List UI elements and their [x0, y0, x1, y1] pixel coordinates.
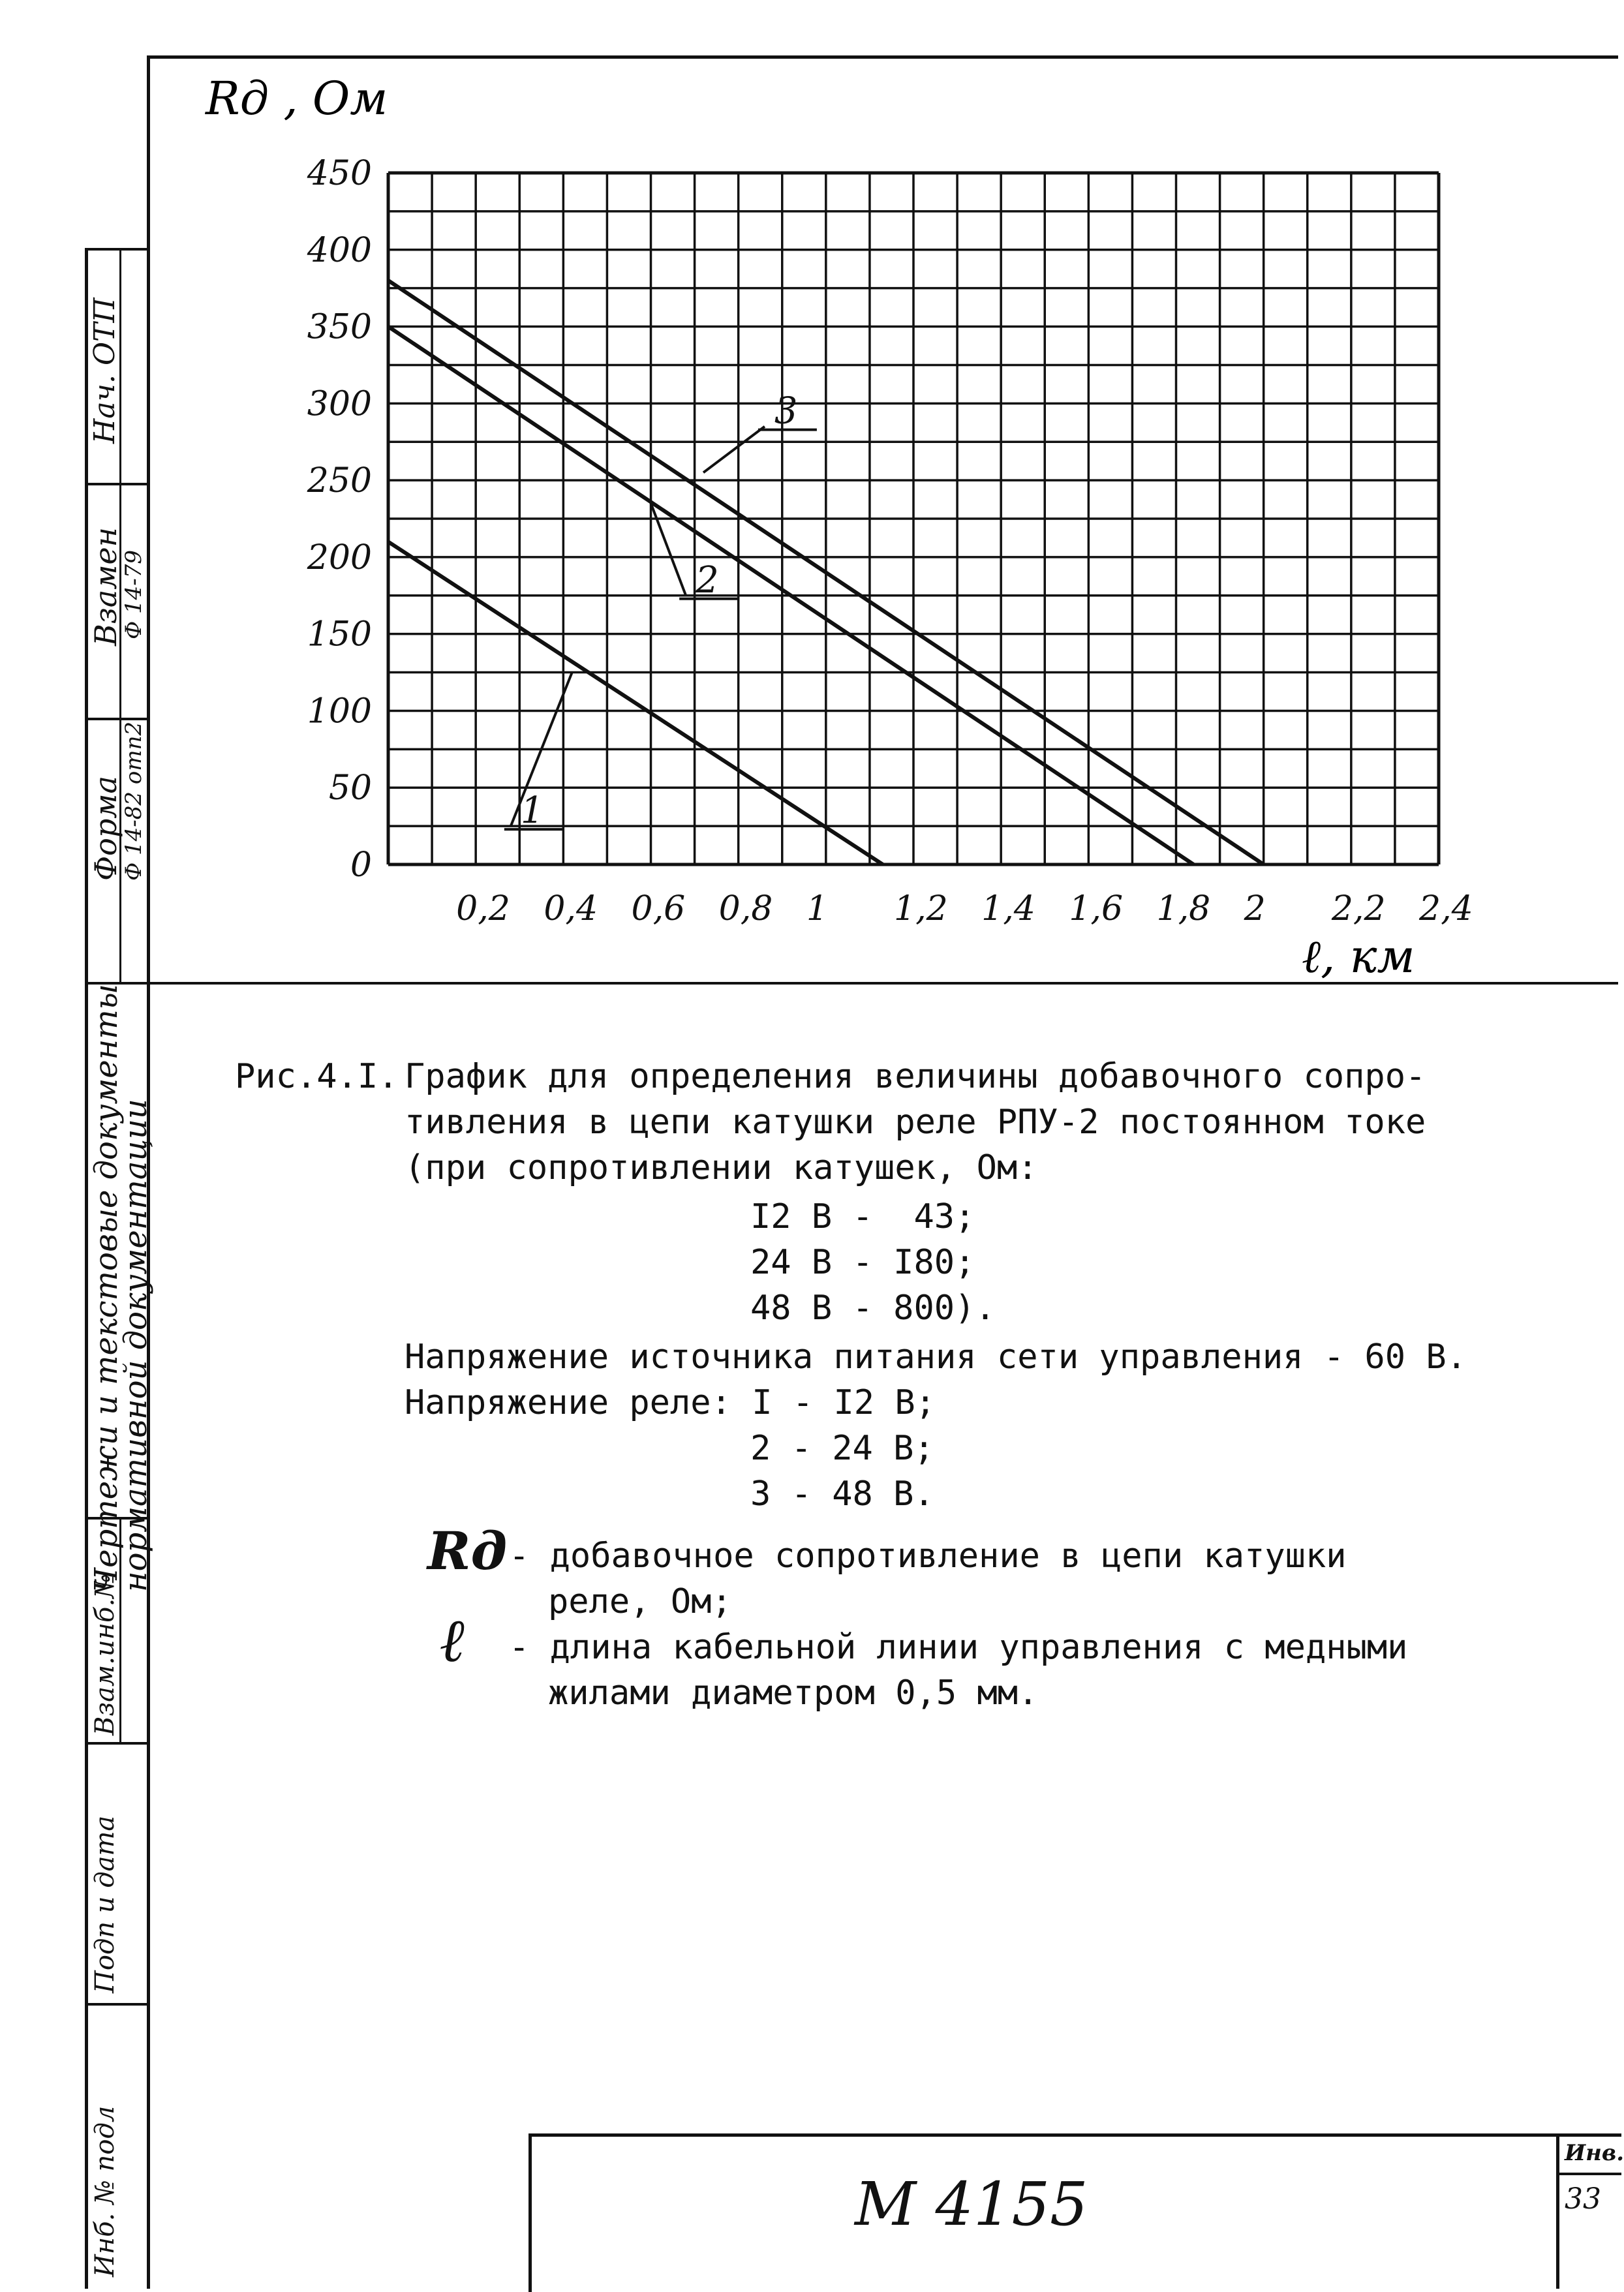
sidebar-cell-border: [88, 2003, 150, 2006]
sheet-label: Инв.: [1565, 2140, 1624, 2166]
y-tick-label: 0: [350, 846, 372, 885]
l-symbol: ℓ: [440, 1605, 467, 1675]
y-tick-label: 50: [328, 769, 372, 808]
l-description-2: жилами диаметром 0,5 мм.: [548, 1673, 1039, 1713]
series-label-2: 2: [696, 558, 719, 602]
series-line-1: [388, 542, 883, 864]
caption-line-2: тивления в цепи катушки реле РПУ-2 постоянном токе: [405, 1103, 1426, 1142]
y-tick-label: 350: [307, 307, 372, 347]
y-tick-label: 450: [307, 154, 372, 193]
sidebar-section-title-2: нормативной документации: [117, 1099, 154, 1592]
y-tick-label: 200: [307, 538, 372, 577]
sheet-box: [1556, 2133, 1624, 2289]
sidebar-cell-border: [88, 1742, 150, 1745]
resistance-chart: [147, 55, 1473, 983]
y-tick-label: 300: [307, 384, 372, 424]
caption-line-1: График для определения величины добавочного сопро-: [405, 1057, 1426, 1096]
document-number: М 4155: [855, 2169, 1088, 2239]
x-tick-label: 1,8: [1156, 889, 1211, 928]
coil-resistance-24v: 24 В - I80;: [750, 1243, 975, 1282]
rd-description-2: реле, Ом;: [548, 1582, 732, 1621]
sidebar-stamp-inv: Инб. № подл: [90, 2105, 120, 2277]
sidebar-label-nach-otp: Нач. ОТП: [88, 298, 121, 444]
x-tick-label: 2,2: [1331, 889, 1386, 928]
annotation-leader: [703, 427, 765, 473]
x-tick-label: 2,4: [1419, 889, 1473, 928]
relay-voltage-label: Напряжение реле: I - I2 В;: [405, 1383, 936, 1422]
sidebar-section-title-1: Чертежи и текстовые документы: [88, 984, 125, 1592]
chart-grid: [388, 173, 1439, 864]
sidebar-label-vzamen-value: Ф 14-79: [121, 549, 147, 639]
series-label-1: 1: [520, 789, 544, 833]
x-axis-label: ℓ, км: [1302, 930, 1415, 983]
x-tick-label: 1: [806, 889, 828, 928]
rd-description-1: - добавочное сопротивление в цепи катушки: [509, 1536, 1347, 1576]
sidebar-label-forma: Форма: [88, 776, 123, 881]
x-tick-label: 1,2: [894, 889, 948, 928]
x-tick-label: 1,6: [1069, 889, 1124, 928]
x-tick-label: 0,8: [718, 889, 773, 928]
rd-symbol: Rд: [427, 1520, 508, 1581]
supply-voltage-note: Напряжение источника питания сети управления - 60 В.: [405, 1337, 1467, 1377]
y-tick-label: 150: [307, 615, 372, 654]
figure-label: Рис.4.I.: [235, 1057, 399, 1096]
y-tick-label: 100: [307, 692, 372, 731]
relay-voltage-2: 2 - 24 В;: [750, 1429, 934, 1468]
coil-resistance-48v: 48 В - 800).: [750, 1289, 996, 1328]
annotation-leader: [651, 503, 686, 595]
x-tick-label: 2: [1244, 889, 1266, 928]
sidebar-label-forma-value: Ф 14-82 отп2: [121, 721, 147, 881]
sidebar-stamp-podp: Подп и дата: [90, 1815, 120, 1993]
x-tick-label: 0,4: [544, 889, 598, 928]
sheet-divider: [1559, 2173, 1621, 2175]
sidebar-cell-border: [88, 483, 150, 485]
chart-annotations: [504, 390, 817, 832]
series-label-3: 3: [774, 390, 798, 433]
y-tick-label: 250: [307, 461, 372, 501]
sheet-number: 33: [1565, 2182, 1601, 2216]
sidebar-cell-border: [88, 718, 150, 720]
l-description-1: - длина кабельной линии управления с медными: [509, 1628, 1408, 1667]
x-tick-label: 0,6: [631, 889, 686, 928]
caption-line-3: (при сопротивлении катушек, Ом:: [405, 1148, 1038, 1187]
coil-resistance-12v: I2 В - 43;: [750, 1197, 975, 1236]
relay-voltage-3: 3 - 48 В.: [750, 1475, 934, 1514]
sidebar-label-vzamen: Взамен: [88, 527, 123, 646]
y-axis-label: Rд , Ом: [206, 72, 388, 125]
chart-ticks: [307, 154, 1473, 928]
x-tick-label: 1,4: [981, 889, 1035, 928]
y-tick-label: 400: [307, 230, 372, 270]
x-tick-label: 0,2: [456, 889, 510, 928]
sidebar-stamp-vzam: Взам.инб.№: [90, 1573, 120, 1735]
